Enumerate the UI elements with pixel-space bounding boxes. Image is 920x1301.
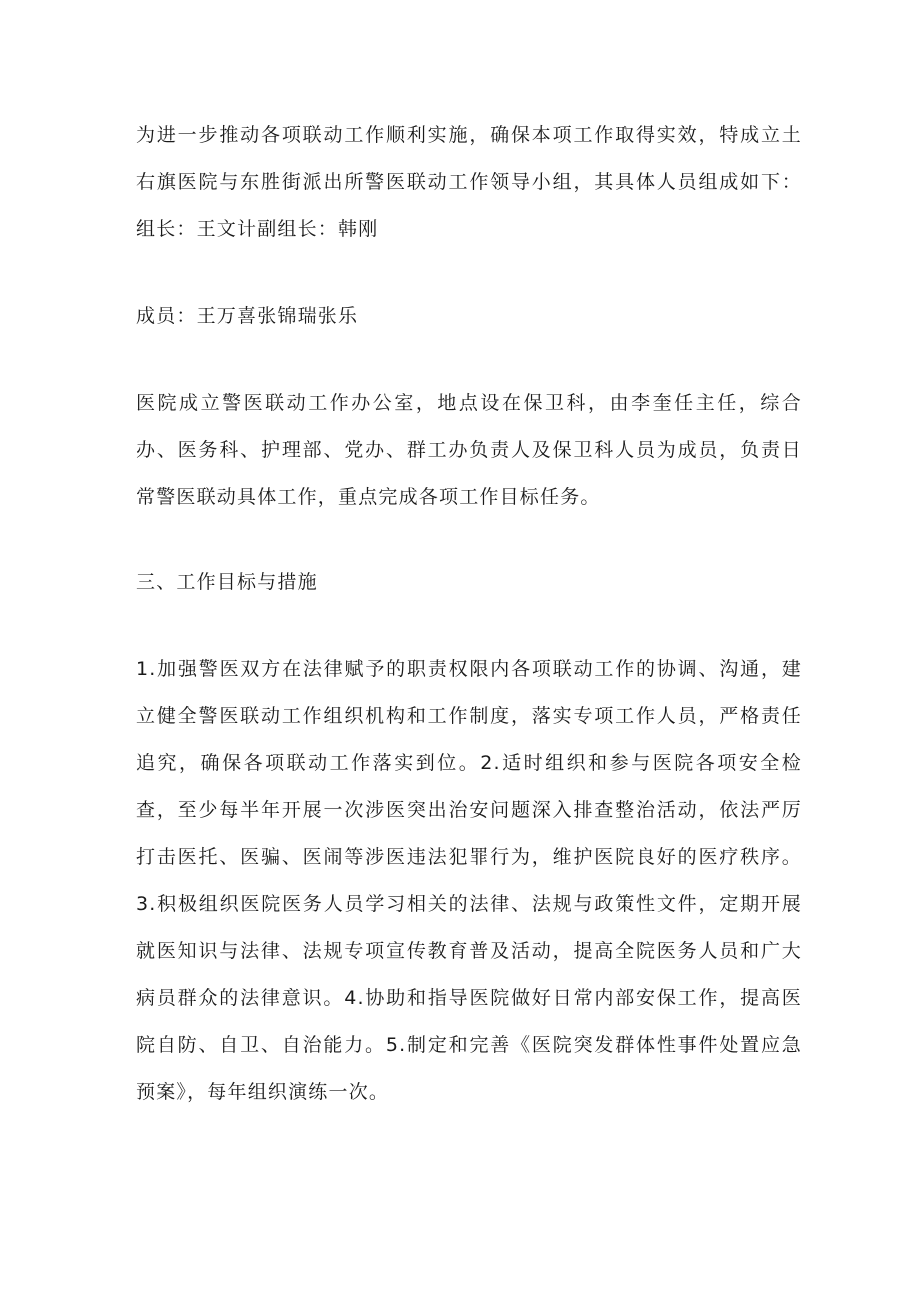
paragraph-leadership-group: 为进一步推动各项联动工作顺利实施，确保本项工作取得实效，特成立土右旗医院与东胜街派出所警医联动工作领导小组，其具体人员组成如下：组长：王文计副组长：韩刚	[136, 124, 802, 240]
paragraph-office: 医院成立警医联动工作办公室，地点设在保卫科，由李奎任主任，综合办、医务科、护理部、党办、群工办负责人及保卫科人员为成员，负责日常警医联动具体工作，重点完成各项工作目标任务。	[136, 392, 802, 508]
paragraph-members: 成员：王万喜张锦瑞张乐	[136, 305, 359, 327]
paragraph-measures: 1.加强警医双方在法律赋予的职责权限内各项联动工作的协调、沟通，建立健全警医联动工作组织机构和工作制度，落实专项工作人员，严格责任追究，确保各项联动工作落实到位。2.适时组织和参与医院各项安全检查，至少每半年开展一次涉医突出治安问题深入排查整治活动，依法严厉打击医托、医骗、医闹等涉医违法犯罪行为，维护医院良好的医疗秩序。3.积极组织医院医务人员学习相关的法律、法规与政策性文件，定期开展就医知识与法律、法规专项宣传教育普及活动，提高全院医务人员和广大病员群众的法律意识。4.协助和指导医院做好日常内部安保工作，提高医院自防、自卫、自治能力。5.制定和完善《医院突发群体性事件处置应急预案》，每年组织演练一次。	[136, 658, 802, 1103]
section-heading-goals: 三、工作目标与措施	[136, 571, 318, 593]
